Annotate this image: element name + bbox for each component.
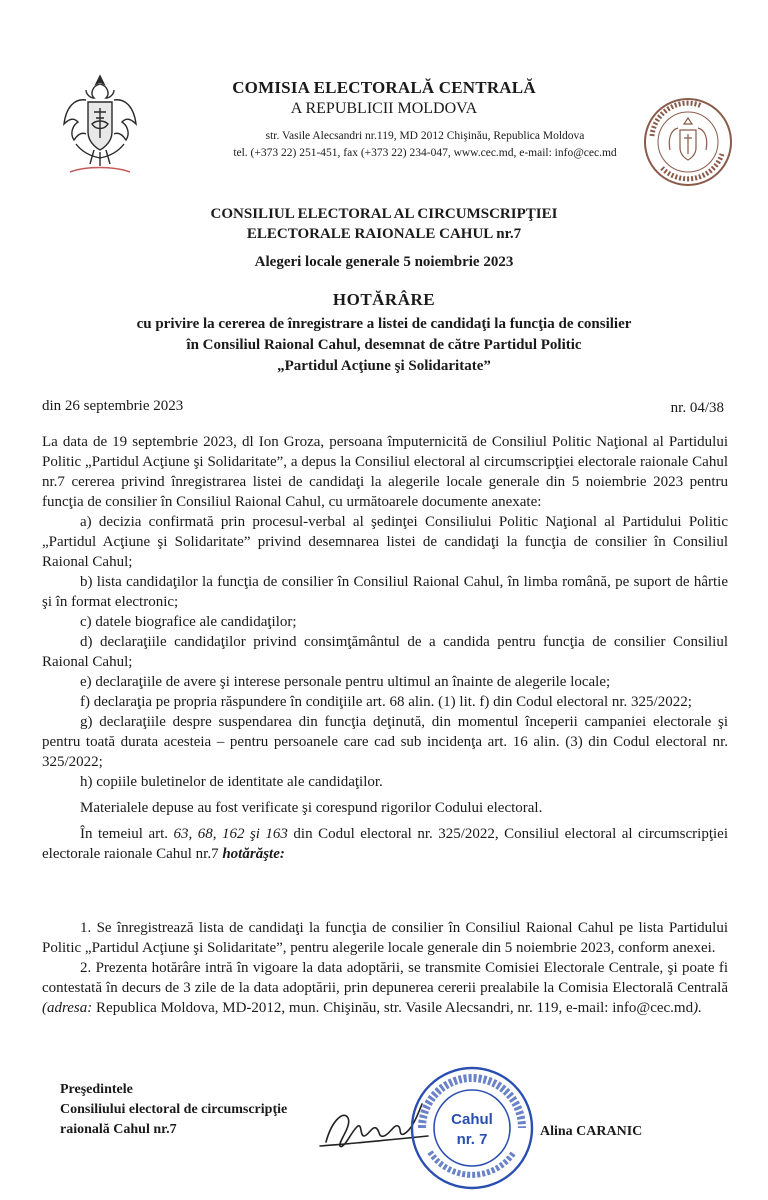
annex-item-f: f) declaraţia pe propria răspundere în condiţiile art. 68 alin. (1) lit. f) din Codul electoral nr. 325/2022; [80, 694, 692, 710]
legal-basis-articles: 63, 68, 162 şi 163 [173, 826, 288, 842]
council-line-2: ELECTORALE RAIONALE CAHUL nr.7 [246, 226, 522, 242]
signatory-title [60, 1080, 287, 1140]
decision-point-2 [42, 958, 728, 1018]
decision-number: nr. 04/38 [670, 400, 724, 416]
annex-item-c: c) datele biografice ale candidaţilor; [80, 614, 297, 630]
legal-basis-intro: În temeiul art. [80, 826, 174, 842]
decision-point-2-text: 2. Prezenta hotărâre intră în vigoare la data adoptării, se transmite Comisiei Electorale Centrale, şi poate fi contestată în decurs de 3 zile de la data adoptării, prin depunerea cererii prealabile la Comisia Electorală Centrală [42, 960, 728, 996]
decision-points [42, 918, 728, 1018]
annex-item-e: e) declaraţiile de avere şi interese personale pentru ultimul an înainte de alegerile locale; [80, 674, 611, 690]
institution-address: str. Vasile Alecsandri nr.119, MD 2012 Chişinău, Republica Moldova [265, 130, 585, 142]
signatory-line-2: Consiliului electoral de circumscripţie [60, 1102, 288, 1117]
council-heading [0, 204, 768, 244]
annex-item-h: h) copiile buletinelor de identitate ale candidaţilor. [80, 774, 383, 790]
council-seal-icon [408, 1064, 536, 1192]
annex-item-g: g) declaraţiile despre suspendarea din funcţia deţinută, din momentul începerii campaniei electorale şi pentru toată durata acesteia – pentru persoanele care cad sub incidenţa art. 16 alin. (3) din Codul electoral nr. 325/2022; [42, 714, 728, 770]
institution-address-block [160, 128, 690, 162]
seal-city: Cahul [451, 1111, 493, 1128]
institution-title: COMISIA ELECTORALĂ CENTRALĂ [232, 78, 536, 97]
decision-subject [0, 314, 768, 377]
decision-subject-line-3: „Partidul Acţiune şi Solidaritate” [277, 358, 491, 374]
decision-subject-line-2: în Consiliul Raional Cahul, desemnat de către Partidul Politic [186, 337, 582, 353]
address-end: ). [693, 1000, 702, 1016]
cec-seal-icon [642, 96, 734, 188]
decision-subject-line-1: cu privire la cererea de înregistrare a listei de candidaţi la funcţia de consilier [136, 316, 632, 332]
address-text: Republica Moldova, MD-2012, mun. Chişinău, str. Vasile Alecsandri, nr. 119, e-mail: info@cec.md [92, 1000, 694, 1016]
elections-line: Alegeri locale generale 5 noiembrie 2023 [254, 254, 514, 270]
signatory-line-3: raională Cahul nr.7 [60, 1122, 177, 1137]
annex-item-b: b) lista candidaţilor la funcţia de consilier în Consiliul Raional Cahul, în limba română, pe suport de hârtie şi în format electronic; [42, 574, 728, 610]
decision-point-1: 1. Se înregistrează lista de candidaţi la funcţia de consilier în Consiliul Raional Cahul pe lista Partidului Politic „Partidul Acţiune şi Solidaritate”, pentru alegerile locale generale din 5 noiembrie 2023, conform anexei. [42, 920, 728, 956]
council-line-1: CONSILIUL ELECTORAL AL CIRCUMSCRIPŢIEI [210, 206, 558, 222]
signatory-line-1: Preşedintele [60, 1082, 133, 1097]
verified-paragraph: Materialele depuse au fost verificate şi corespund rigorilor Codului electoral. [80, 800, 543, 816]
decision-date: din 26 septembrie 2023 [42, 398, 184, 414]
address-label: (adresa: [42, 1000, 93, 1016]
annex-item-a: a) decizia confirmată prin procesul-verbal al şedinţei Consiliului Politic Naţional al Partidului Politic „Partidul Acţiune şi Solidaritate” privind desemnarea listei de candidaţi la funcţia de consilier în Consiliul Raional Cahul; [42, 514, 728, 570]
legal-basis-text: din Codul electoral nr. 325/2022, Consiliul electoral al circumscripţiei electorale raionale Cahul nr.7 [42, 826, 728, 862]
decides-word: hotărăşte: [222, 846, 285, 862]
institution-subtitle: A REPUBLICII MOLDOVA [290, 100, 478, 117]
decision-body [42, 432, 728, 864]
institution-contacts: tel. (+373 22) 251-451, fax (+373 22) 234-047, www.cec.md, e-mail: info@cec.md [233, 147, 617, 159]
legal-basis-paragraph [42, 824, 728, 864]
decision-title: HOTĂRÂRE [332, 290, 436, 309]
seal-number: nr. 7 [456, 1131, 488, 1148]
intro-paragraph: La data de 19 septembrie 2023, dl Ion Groza, persoana împuternicită de Consiliul Politic Naţional al Partidului Politic „Partidul Acţiune şi Solidaritate”, a depus la Consiliul electoral al circumscripţiei electorale raionale Cahul nr.7 cererea privind înregistrarea listei de candidaţi la alegerile locale generale din 5 noiembrie 2023 pentru funcţia de consilier în Consiliul Raional Cahul, cu următoarele documente anexate: [42, 434, 728, 510]
annex-item-d: d) declaraţiile candidaţilor privind consimţământul de a candida pentru funcţia de consilier Consiliul Raional Cahul; [42, 634, 728, 670]
signatory-name: Alina CARANIC [540, 1124, 643, 1139]
